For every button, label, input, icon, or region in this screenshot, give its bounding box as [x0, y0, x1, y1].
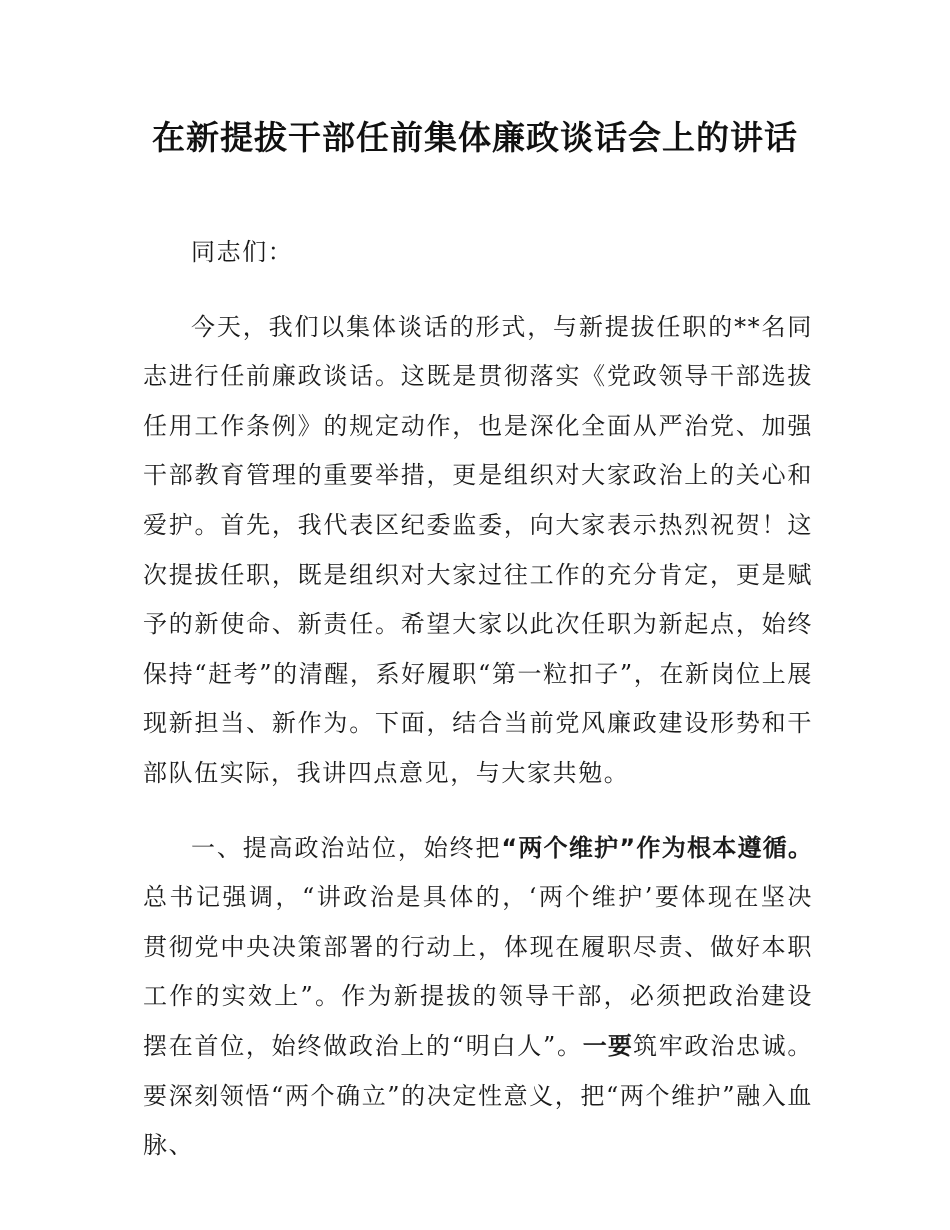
section-1-text-b: 筑牢政治忠诚。要深刻领悟“两个确立”的决定性意义，把“两个维护”融入血脉、 [143, 1031, 813, 1160]
greeting: 同志们： [191, 238, 294, 266]
paragraph-intro: 今天，我们以集体谈话的形式，与新提拔任职的**名同志进行任前廉政谈话。这既是贯彻落实《党政领导干部选拔任用工作条例》的规定动作，也是深化全面从严治党、加强干部教育管理的重要举措，更是组织对大家政治上的关心和爱护。首先，我代表区纪委监委，向大家表示热烈祝贺！这次提拔任职，既是组织对大家过往工作的充分肯定，更是赋予的新使命、新责任。希望大家以此次任职为新起点，始终保持“赶考”的清醒，系好履职“第一粒扣子”，在新岗位上展现新担当、新作为。下面，结合当前党风廉政建设形势和干部队伍实际，我讲四点意见，与大家共勉。 [143, 312, 813, 787]
section-1-paragraph [143, 824, 813, 1171]
section-1-prefix: 一、提高政治站位，始终把 [191, 833, 502, 862]
section-1-text-a: 总书记强调，“讲政治是具体的，‘两个维护’要体现在坚决贯彻党中央决策部署的行动上，体现在履职尽责、做好本职工作的实效上”。作为新提拔的领导干部，必须把政治建设摆在首位，始终做政治上的“明白人”。 [143, 883, 813, 1060]
document-body [143, 228, 813, 1171]
section-1-point-label: 一要 [582, 1031, 633, 1060]
document-title: 在新提拔干部任前集体廉政谈话会上的讲话 [152, 118, 798, 157]
section-1-heading: “两个维护”作为根本遵循。 [501, 833, 813, 862]
